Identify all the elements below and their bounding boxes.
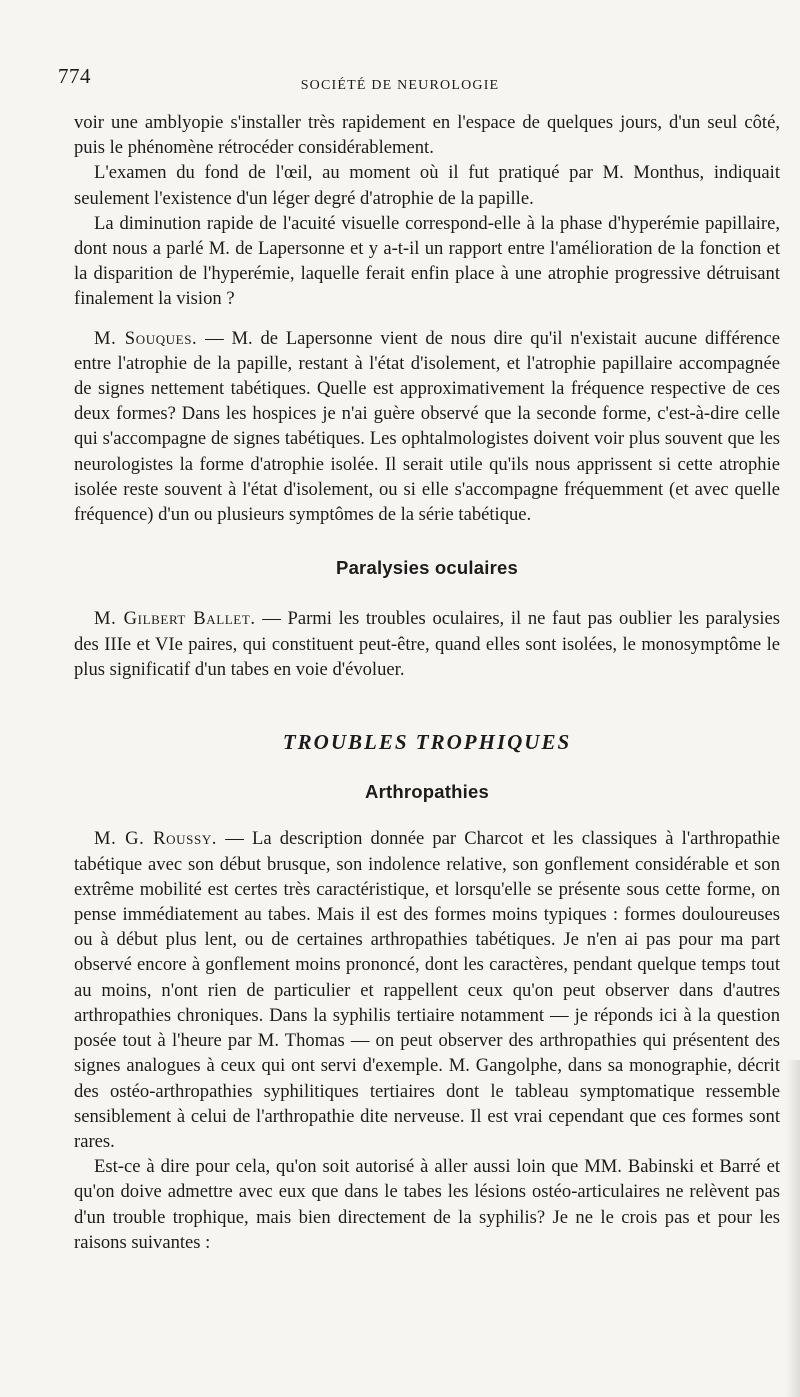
text-souques: — M. de Lapersonne vient de nous dire qu'il n'existait aucune différence entre l'atrophie de la papille, restant à l'état d'isolement, et l'atrophie papillaire accompagnée de signes nettement tabétiques. Quelle est approximativement la fréquence respective de ces deux formes? Dans les hospices je n'ai guère observé que la seconde forme, c'est-à-dire celle qui s'accompagne de signes tabétiques. Les ophtalmologistes doivent voir plus souvent que les neurologistes la forme d'atrophie isolée. Il serait utile qu'ils nous apprissent si cette atrophie isolée reste souvent à l'état d'isolement, ou si elle s'accompagne fréquemment (et avec quelle fréquence) d'un ou plusieurs symptômes de la série tabétique.	[74, 327, 780, 526]
speaker-roussy: M. G. Roussy.	[94, 828, 218, 850]
page-body	[74, 110, 780, 1255]
speaker-ballet: M. Gilbert Ballet.	[94, 608, 256, 630]
page-edge-shadow	[786, 1060, 800, 1397]
text-roussy: — La description donnée par Charcot et les classiques à l'arthropathie tabétique avec son début brusque, son indolence relative, son gonflement considérable et son extrême mobilité est certes très caractéristique, et lorsqu'elle se présente sous cette forme, on pense immédiatement au tabes. Mais il est des formes moins typiques : formes douloureuses ou à début plus lent, ou de certaines arthropathies tabétiques. Je n'en ai pas pour ma part observé encore à gonflement moins prononcé, dont les caractères, pendant quelque temps tout au moins, n'ont rien de particulier et rappellent ceux qu'on peut observer dans d'autres arthropathies chroniques. Dans la syphilis tertiaire notamment — je réponds ici à la question posée tout à l'heure par M. Thomas — on peut observer des arthropathies qui présentent des signes analogues à ceux qui ont servi d'exemple. M. Gangolphe, dans sa monographie, décrit des ostéo-arthropathies syphilitiques tertiaires dont le tableau symptomatique ressemble sensiblement à celui de l'arthropathie dite nerveuse. Il est vrai cependant que ces formes sont rares.	[74, 828, 781, 1152]
paragraph-roussy	[74, 826, 780, 1154]
page-number: 774	[58, 64, 91, 88]
paragraph-souques	[74, 326, 780, 528]
section-title-arthropathies: Arthropathies	[365, 781, 489, 803]
paragraph-amblyopie: voir une amblyopie s'installer très rapidement en l'espace de quelques jours, d'un seul côté, puis le phénomène rétrocéder considérablement.	[74, 112, 780, 159]
speaker-souques: M. Souques.	[94, 327, 198, 349]
section-title-paralysies: Paralysies oculaires	[336, 557, 518, 579]
chapter-title-troubles-trophiques: TROUBLES TROPHIQUES	[282, 730, 572, 755]
paragraph-acuite-visuelle: La diminution rapide de l'acuité visuelle correspond-elle à la phase d'hyperémie papillaire, dont nous a parlé M. de Lapersonne et y a-t-il un rapport entre l'amélioration de la fonction et la disparition de l'hyperémie, laquelle ferait enfin place à une atrophie progressive détruisant finalement la vision ?	[74, 212, 780, 310]
paragraph-babinski: Est-ce à dire pour cela, qu'on soit autorisé à aller aussi loin que MM. Babinski et Barré et qu'on doive admettre avec eux que dans le tabes les lésions ostéo-articulaires ne relèvent pas d'un trouble trophique, mais bien directement de la syphilis? Je ne le crois pas et pour les raisons suivantes :	[74, 1156, 780, 1253]
paragraph-fond-oeil: L'examen du fond de l'œil, au moment où il fut pratiqué par M. Monthus, indiquait seulement l'existence d'un léger degré d'atrophie de la papille.	[74, 162, 780, 209]
text-ballet: — Parmi les troubles oculaires, il ne faut pas oublier les paralysies des IIIe et VIe paires, qui constituent peut-être, quand elles sont isolées, le monosymptôme le plus significatif d'un tabes en voie d'évoluer.	[74, 608, 780, 680]
paragraph-ballet	[74, 606, 780, 682]
running-head: SOCIÉTÉ DE NEUROLOGIE	[300, 78, 500, 93]
